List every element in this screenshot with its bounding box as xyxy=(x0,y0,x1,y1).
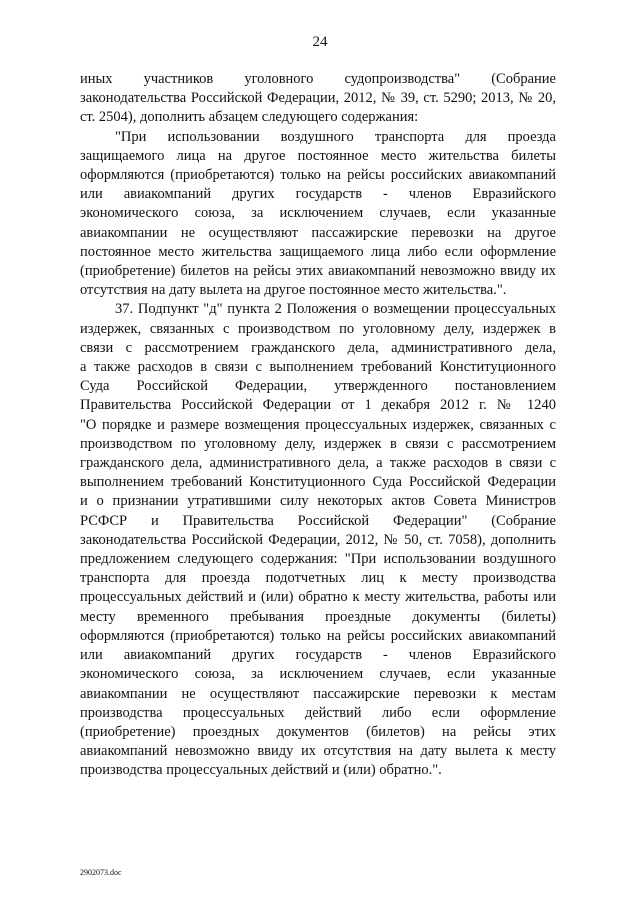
text-line: (приобретение) проездных документов (билетов) на рейсы этих xyxy=(80,723,556,740)
paragraph-continuation xyxy=(80,70,556,128)
text-line: РСФСР и Правительства Российской Федерации" (Собрание xyxy=(80,512,556,529)
text-line: производства процессуальных действий либо если оформление xyxy=(80,704,556,721)
text-line: транспорта для проезда подотчетных лиц к месту производства xyxy=(80,570,556,587)
text-line: (приобретение) билетов на рейсы этих авиакомпаний невозможно ввиду их xyxy=(80,263,556,280)
text-line: защищаемого лица на другое постоянное место жительства билеты xyxy=(80,147,556,164)
text-line: экономического союза, за исключением случаев, если указанные xyxy=(80,666,556,683)
text-line: гражданского дела, административного дела, а также расходов в связи с xyxy=(80,455,556,472)
page-number: 24 xyxy=(312,34,328,50)
text-line: "О порядке и размере возмещения процессуальных издержек, связанных с xyxy=(80,416,556,433)
text-line: законодательства Российской Федерации, 2012, № 50, ст. 7058), дополнить xyxy=(80,531,556,548)
text-line: "При использовании воздушного транспорта для проезда xyxy=(115,128,556,145)
text-line: или авиакомпаний других государств - членов Евразийского xyxy=(80,647,556,664)
text-line: оформляются (приобретаются) только на рейсы российских авиакомпаний xyxy=(80,167,556,184)
text-line: месту временного пребывания проездные документы (билеты) xyxy=(80,608,556,625)
text-line: процессуальных действий и (или) обратно к месту жительства, работы или xyxy=(80,589,556,606)
text-line: производства процессуальных действий и (или) обратно.". xyxy=(80,762,442,779)
text-line: связи с рассмотрением гражданского дела, административного дела, xyxy=(80,339,556,356)
text-line: и о признании утратившими силу некоторых актов Совета Министров xyxy=(80,493,556,510)
paragraph-quoted-amendment xyxy=(80,128,556,301)
paragraph-item-37 xyxy=(80,300,556,780)
text-line: Суда Российской Федерации, утвержденного постановлением xyxy=(80,378,556,395)
document-body xyxy=(80,70,556,781)
text-line: издержек, связанных с производством по уголовному делу, издержек в xyxy=(80,320,556,337)
text-line: авиакомпаний невозможно ввиду их отсутствия на дату вылета к месту xyxy=(80,743,556,760)
text-line: 37. Подпункт "д" пункта 2 Положения о возмещении процессуальных xyxy=(115,301,556,318)
text-line: или авиакомпаний других государств - членов Евразийского xyxy=(80,186,556,203)
text-line: оформляются (приобретаются) только на рейсы российских авиакомпаний xyxy=(80,627,556,644)
text-line: постоянное место жительства защищаемого лица либо если оформление xyxy=(80,243,556,260)
text-line: авиакомпании не осуществляют пассажирские перевозки на другое xyxy=(80,224,556,241)
text-line: ст. 2504), дополнить абзацем следующего содержания: xyxy=(80,109,419,126)
text-line: а также расходов в связи с выполнением требований Конституционного xyxy=(80,359,556,376)
text-line: отсутствия на дату вылета на другое постоянное место жительства.". xyxy=(80,282,507,299)
text-line: Правительства Российской Федерации от 1 декабря 2012 г. № 1240 xyxy=(80,397,556,414)
text-line: производством по уголовному делу, издержек в связи с рассмотрением xyxy=(80,435,556,452)
text-line: предложением следующего содержания: "При использовании воздушного xyxy=(80,551,556,568)
text-line: экономического союза, за исключением случаев, если указанные xyxy=(80,205,556,222)
text-line: авиакомпании не осуществляют пассажирские перевозки к местам xyxy=(80,685,556,702)
text-line: иных участников уголовного судопроизводства" (Собрание xyxy=(80,71,556,87)
file-name-footer: 2902073.doc xyxy=(80,868,122,877)
text-line: законодательства Российской Федерации, 2012, № 39, ст. 5290; 2013, № 20, xyxy=(80,90,556,107)
text-line: выполнением требований Конституционного Суда Российской Федерации xyxy=(80,474,556,491)
